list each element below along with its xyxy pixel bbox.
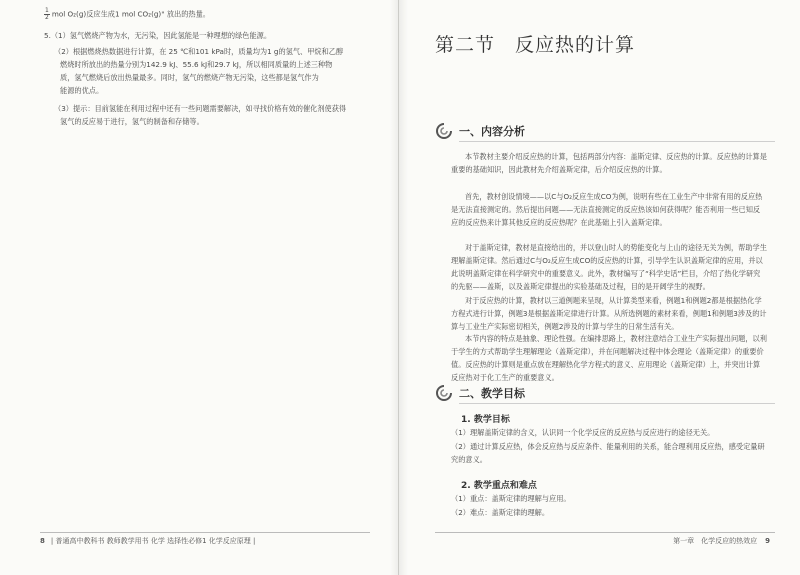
key-point-item-1: （1）重点：盖斯定律的理解与应用。	[451, 494, 571, 503]
goal-item-1: （1）理解盖斯定律的含义，认识同一个化学反应的反应热与反应进行的途径无关。	[451, 428, 715, 437]
paragraph-3: 对于盖斯定律，教材是直接给出的，并以登山时人的势能变化与上山的途径无关为例，帮助学生理解盖斯定律。然后通过C与O₂反应生成CO的反应热的计算，引导学生认识盖斯定律的应用，并以此说明盖斯定律在科学研究中的重要意义。此外，教材编写了“科学史话”栏目，介绍了热化学研究的先驱——盖斯，以及盖斯定律提出的实验基础及过程，目的是开阔学生的视野。	[451, 243, 767, 291]
left-footer	[40, 536, 255, 546]
left-line-3: 燃烧时所放出的热量分别为142.9 kJ、55.6 kJ和29.7 kJ，所以相同质量的上述三种物	[60, 60, 333, 69]
left-line-7: 氢气的反应易于进行，氢气的制备和存储等。	[60, 117, 204, 126]
subheading-key-points: 2. 教学重点和难点	[461, 481, 537, 491]
paragraph-4: 对于反应热的计算，教材以三道例题来呈现，从计算类型来看，例题1和例题2都是根据热化学方程式进行计算，例题3是根据盖斯定律进行计算。从所选例题的素材来看，例题1和例题3涉及的计算与工业生产实际密切相关，例题2涉及的计算与学生的日常生活有关。	[451, 296, 767, 331]
right-page-number: 9	[765, 537, 770, 545]
paragraph-2: 首先，教材创设情境——以C与O₂反应生成CO为例，说明有些在工业生产中非常有用的反应热是无法直接测定的。然后提出问题——无法直接测定的反应热该如何获得呢？能否利用一些已知反应的反应热来计算其他反应的反应热呢？在此基础上引入盖斯定律。	[451, 192, 763, 227]
section-rule	[459, 403, 775, 404]
left-line-6: （3）提示：目前氢能在利用过程中还有一些问题需要解决，如寻找价格有效的催化剂使获得	[54, 104, 347, 113]
section-title: 一、内容分析	[459, 125, 525, 138]
left-footer-rule	[40, 532, 370, 533]
section-heading-content-analysis	[435, 120, 775, 142]
swirl-icon	[435, 122, 453, 140]
right-footer	[673, 536, 770, 546]
right-footer-rule	[435, 532, 775, 533]
section-rule	[459, 141, 775, 142]
subheading-teaching-goals: 1. 教学目标	[461, 415, 510, 425]
right-page	[399, 0, 800, 575]
paragraph-5: 本节内容的特点是抽象、理论性强。在编排思路上，教材注意结合工业生产实际提出问题，以利于学生的方式帮助学生理解理论（盖斯定律），并在问题解决过程中体会理论（盖斯定律）的重要价值。反应热的计算则是重点放在理解热化学方程式的意义、应用理论（盖斯定律）上，并突出计算反应热对于化工生产的重要意义。	[451, 334, 767, 382]
chapter-title: 第二节 反应热的计算	[435, 34, 636, 56]
section-title: 二、教学目标	[459, 387, 525, 400]
left-line-0: $\frac{1}{2}$ mol O₂(g)反应生成1 mol CO₂(g)" 放出的热量。	[45, 7, 210, 21]
goal-item-2: （2）通过计算反应热，体会反应热与反应条件、能量利用的关系，能合理利用反应热，感受定量研究的意义。	[451, 442, 765, 464]
fraction-half: $\frac{1}{2}$	[45, 7, 49, 21]
left-line-4: 质，氢气燃烧后放出热量最多。同时，氢气的燃烧产物无污染，这些都是氢气作为	[60, 73, 319, 82]
left-line-2: （2）根据燃烧热数据进行计算，在 25 ℃和101 kPa时，质量均为1 g的氢气、甲烷和乙醇	[54, 47, 344, 56]
left-line-1: 5.（1）氢气燃烧产物为水，无污染，因此氢能是一种理想的绿色能源。	[44, 31, 272, 40]
paragraph-1: 本节教材主要介绍反应热的计算，包括两部分内容：盖斯定律、反应热的计算。反应热的计算是重要的基础知识，因此教材先介绍盖斯定律，后介绍反应热的计算。	[451, 152, 767, 174]
swirl-icon	[435, 384, 453, 402]
section-heading-teaching-goals	[435, 382, 775, 404]
right-footer-text: 第一章 化学反应的热效应	[673, 537, 758, 545]
key-point-item-2: （2）难点：盖斯定律的理解。	[451, 508, 550, 517]
left-page-number: 8	[40, 537, 45, 545]
left-line-5: 能源的优点。	[60, 86, 104, 95]
left-page	[0, 0, 399, 575]
left-footer-text: | 普通高中教科书 教师教学用书 化学 选择性必修1 化学反应原理 |	[50, 537, 256, 545]
